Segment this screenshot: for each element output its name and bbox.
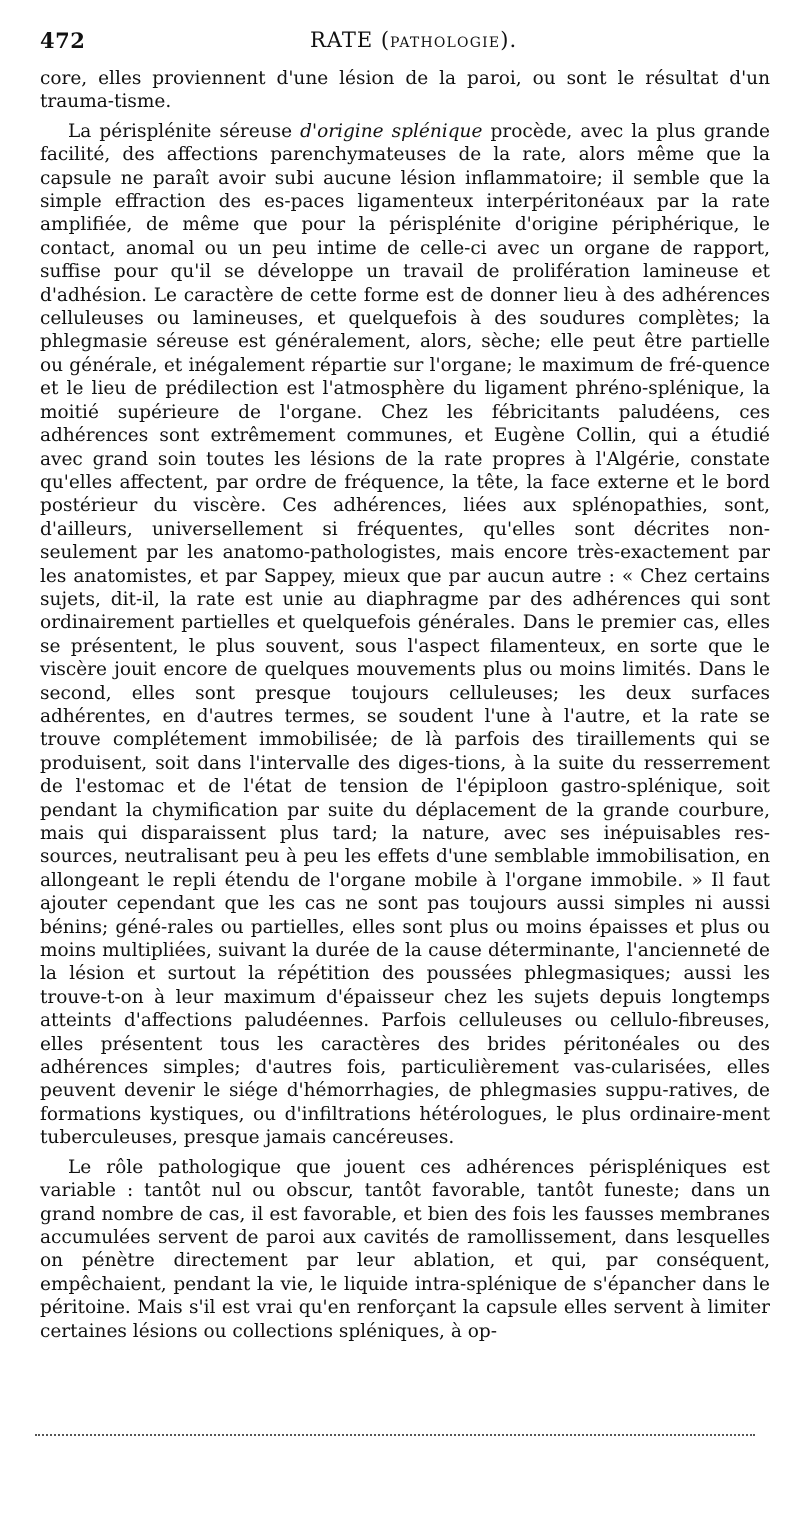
body-text <box>40 67 770 1343</box>
text-segment: La périsplénite séreuse <box>68 120 301 142</box>
text-segment: Le rôle pathologique que jouent ces adhérences périspléniques est variable : tantôt nul ou obscur, tantôt favorable, tantôt funeste; dans un grand nombre de cas, il est favorable, et bien des fois les fausses membranes accumulées servent de paroi aux cavités de ramollissement, dans lesquelles on pénètre directement par leur ablation, et qui, par conséquent, empêchaient, pendant la vie, le liquide intra-splénique de s'épancher dans le péritoine. Mais s'il est vrai qu'en renforçant la capsule elles servent à limiter certaines lésions ou collections spléniques, à op- <box>40 1156 770 1342</box>
page-header <box>40 28 770 58</box>
running-title-close: ). <box>500 28 518 52</box>
emphasis-origin-splenique: d'origine splénique <box>300 120 483 142</box>
running-title-sub: PATHOLOGIE <box>390 35 501 51</box>
text-segment: core, elles proviennent d'une lésion de la paroi, ou sont le résultat d'un trauma-tisme. <box>40 68 770 113</box>
running-title <box>310 28 517 52</box>
paragraph-perisplenite <box>40 120 770 1150</box>
running-title-main: RATE <box>310 28 374 52</box>
paragraph-role-pathologique <box>40 1156 770 1343</box>
running-title-open: ( <box>373 28 391 52</box>
page-number: 472 <box>40 28 86 53</box>
footer-rule <box>35 1434 755 1436</box>
paragraph-continuation <box>40 67 770 114</box>
text-segment: procède, avec la plus grande facilité, des affections parenchymateuses de la rate, alors même que la capsule ne paraît avoir subi aucune lésion inflammatoire; il semble que la simple effraction des es-paces ligamenteux interpéritonéaux par la rate amplifiée, de même que pour la périsplénite d'origine périphérique, le contact, anomal ou un peu intime de celle-ci avec un organe de rapport, suffise pour qu'il se développe un travail de prolifération lamineuse et d'adhésion. Le caractère de cette forme est de donner lieu à des adhérences celluleuses ou lamineuses, et quelquefois à des soudures complètes; la phlegmasie séreuse est généralement, alors, sèche; elle peut être partielle ou générale, et inégalement répartie sur l'organe; le maximum de fré-quence et le lieu de prédilection est l'atmosphère du ligament phréno-splénique, la moitié supérieure de l'organe. Chez les fébricitants paludéens, ces adhérences sont extrêmement communes, et Eugène Collin, qui a étudié avec grand soin toutes les lésions de la rate propres à l'Algérie, constate qu'elles affectent, par ordre de fréquence, la tête, la face externe et le bord postérieur du viscère. Ces adhérences, liées aux splénopathies, sont, d'ailleurs, universellement si fréquentes, qu'elles sont décrites non-seulement par les anatomo-pathologistes, mais encore très-exactement par les anatomistes, et par Sappey, mieux que par aucun autre : « Chez certains sujets, dit-il, la rate est unie au diaphragme par des adhérences qui sont ordinairement partielles et quelquefois générales. Dans le premier cas, elles se présentent, le plus souvent, sous l'aspect filamenteux, en sorte que le viscère jouit encore de quelques mouvements plus ou moins limités. Dans le second, elles sont presque toujours celluleuses; les deux surfaces adhérentes, en d'autres termes, se soudent l'une à l'autre, et la rate se trouve complétement immobilisée; de là parfois des tiraillements qui se produisent, soit dans l'intervalle des diges-tions, à la suite du resserrement de l'estomac et de l'état de tension de l'épiploon gastro-splénique, soit pendant la chymification par suite du déplacement de la grande courbure, mais qui disparaissent plus tard; la nature, avec ses inépuisables res-sources, neutralisant peu à peu les effets d'une semblable immobilisation, en allongeant le repli étendu de l'organe mobile à l'organe immobile. » Il faut ajouter cependant que les cas ne sont pas toujours aussi simples ni aussi bénins; géné-rales ou partielles, elles sont plus ou moins épaisses et plus ou moins multipliées, suivant la durée de la cause déterminante, l'ancienneté de la lésion et surtout la répétition des poussées phlegmasiques; aussi les trouve-t-on à leur maximum d'épaisseur chez les sujets depuis longtemps atteints d'affections paludéennes. Parfois celluleuses ou cellulo-fibreuses, elles présentent tous les caractères des brides péritonéales ou des adhérences simples; d'autres fois, particulièrement vas-cularisées, elles peuvent devenir le siége d'hémorrhagies, de phlegmasies suppu-ratives, de formations kystiques, ou d'infiltrations hétérologues, le plus ordinaire-ment tuberculeuses, presque jamais cancéreuses. <box>40 120 770 1149</box>
